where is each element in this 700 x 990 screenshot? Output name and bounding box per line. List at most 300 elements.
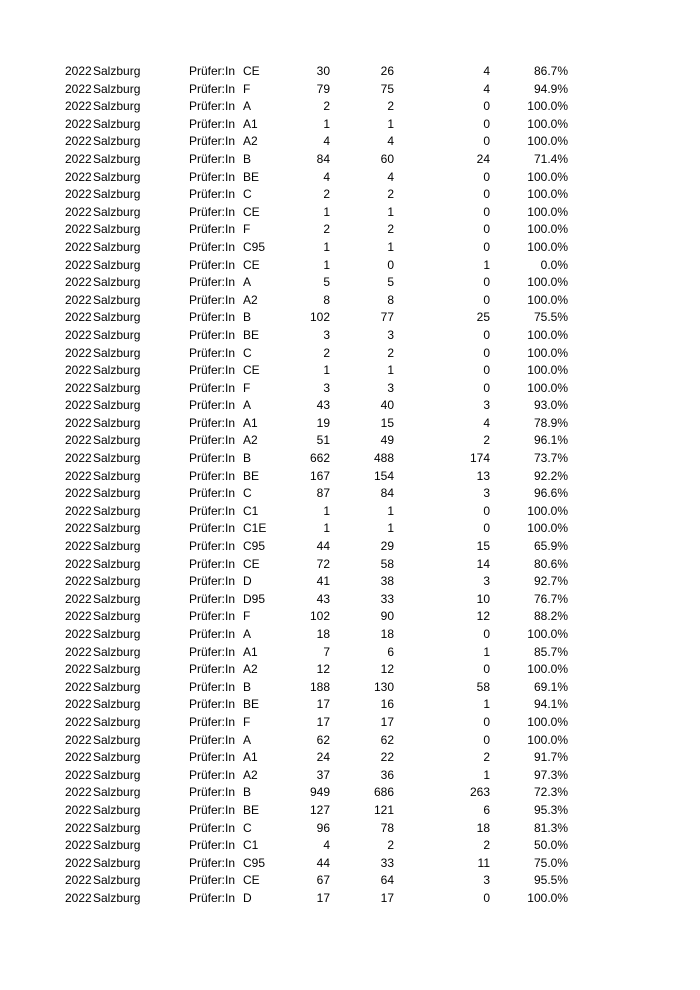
cell-region: Salzburg [93,503,141,518]
table-row [0,186,700,204]
cell-license-class: F [243,81,251,96]
cell-license-class: CE [243,257,260,272]
cell-year: 2022 [65,415,92,430]
cell-year: 2022 [65,820,92,835]
cell-failed: 0 [483,187,490,202]
cell-failed: 1 [483,257,490,272]
cell-passed: 18 [380,627,394,641]
cell-role: Prüfer:In [189,486,236,501]
cell-passed: 0 [387,257,394,272]
cell-year: 2022 [65,644,92,659]
cell-year: 2022 [65,750,92,765]
table-row [0,345,700,363]
cell-failed: 12 [476,609,490,624]
cell-pass-rate: 96.1% [533,433,568,448]
cell-failed: 25 [476,310,490,325]
table-row [0,626,700,644]
cell-failed: 0 [483,169,490,184]
table-row [0,503,700,521]
cell-year: 2022 [65,363,92,378]
cell-failed: 2 [483,433,490,448]
cell-license-class: A2 [243,433,258,448]
cell-total: 30 [316,64,330,78]
cell-failed: 0 [483,99,490,114]
cell-passed: 3 [387,380,394,395]
cell-failed: 4 [483,415,490,430]
cell-role: Prüfer:In [189,838,236,853]
cell-role: Prüfer:In [189,820,236,835]
cell-role: Prüfer:In [189,609,236,624]
cell-role: Prüfer:In [189,345,236,360]
cell-year: 2022 [65,257,92,272]
table-row [0,81,700,99]
cell-license-class: BE [243,468,260,483]
cell-role: Prüfer:In [189,310,236,325]
cell-passed: 49 [380,433,394,448]
cell-year: 2022 [65,116,92,131]
cell-pass-rate: 100.0% [527,890,568,905]
cell-total: 2 [323,99,330,114]
cell-license-class: B [243,785,252,800]
cell-passed: 1 [387,239,394,254]
cell-passed: 75 [380,81,394,96]
cell-total: 4 [323,169,330,184]
cell-license-class: F [243,714,251,729]
cell-passed: 1 [387,204,394,219]
cell-year: 2022 [65,169,92,184]
cell-failed: 4 [483,81,490,96]
cell-pass-rate: 0.0% [540,257,568,272]
cell-total: 96 [316,820,330,835]
cell-role: Prüfer:In [189,327,236,342]
cell-year: 2022 [65,662,92,677]
cell-role: Prüfer:In [189,802,236,817]
cell-passed: 154 [373,468,394,483]
cell-total: 51 [316,433,330,448]
cell-failed: 2 [483,750,490,765]
cell-failed: 0 [483,275,490,290]
cell-role: Prüfer:In [189,627,236,641]
cell-region: Salzburg [93,345,141,360]
table-row [0,116,700,134]
table-row [0,890,700,908]
cell-role: Prüfer:In [189,468,236,483]
cell-license-class: C95 [243,539,266,554]
cell-failed: 11 [477,855,490,870]
cell-region: Salzburg [93,187,141,202]
table-row [0,221,700,239]
cell-failed: 58 [476,679,490,694]
cell-license-class: A2 [243,292,258,307]
cell-role: Prüfer:In [189,556,236,571]
cell-role: Prüfer:In [189,151,236,166]
table-row [0,450,700,468]
cell-region: Salzburg [93,239,141,254]
cell-year: 2022 [65,204,92,219]
cell-region: Salzburg [93,486,141,501]
cell-pass-rate: 100.0% [527,521,568,536]
cell-year: 2022 [65,398,92,413]
cell-region: Salzburg [93,363,141,378]
cell-failed: 0 [483,292,490,307]
cell-role: Prüfer:In [189,873,236,888]
cell-failed: 1 [483,644,490,659]
cell-region: Salzburg [93,433,141,448]
cell-pass-rate: 75.5% [533,310,568,325]
cell-passed: 64 [380,873,394,888]
cell-region: Salzburg [93,222,141,237]
table-row [0,855,700,873]
cell-year: 2022 [65,433,92,448]
cell-role: Prüfer:In [189,64,236,78]
cell-license-class: B [243,310,252,325]
cell-total: 127 [309,802,330,817]
cell-pass-rate: 100.0% [527,187,568,202]
cell-passed: 2 [387,345,394,360]
cell-license-class: BE [243,697,260,712]
cell-role: Prüfer:In [189,574,236,589]
cell-failed: 0 [483,363,490,378]
cell-passed: 121 [373,802,394,817]
cell-passed: 130 [373,679,394,694]
cell-role: Prüfer:In [189,433,236,448]
table-row [0,485,700,503]
cell-passed: 5 [387,275,394,290]
cell-role: Prüfer:In [189,169,236,184]
cell-role: Prüfer:In [189,204,236,219]
table-row [0,820,700,838]
table-row [0,274,700,292]
cell-year: 2022 [65,855,92,870]
table-row [0,415,700,433]
cell-license-class: CE [243,873,260,888]
cell-total: 62 [316,732,330,747]
cell-total: 18 [316,627,330,641]
table-row [0,802,700,820]
cell-region: Salzburg [93,292,141,307]
cell-failed: 0 [483,222,490,237]
cell-license-class: F [243,380,251,395]
cell-failed: 10 [476,591,490,606]
cell-failed: 4 [483,64,490,78]
cell-total: 17 [316,890,330,905]
cell-license-class: D [243,890,252,905]
cell-license-class: B [243,151,252,166]
cell-role: Prüfer:In [189,415,236,430]
cell-failed: 0 [483,662,490,677]
cell-license-class: D95 [243,591,266,606]
cell-license-class: C [243,486,252,501]
cell-year: 2022 [65,310,92,325]
cell-pass-rate: 88.2% [533,609,568,624]
cell-failed: 0 [483,521,490,536]
cell-failed: 0 [483,134,490,149]
cell-pass-rate: 92.7% [533,574,568,589]
cell-failed: 2 [483,838,490,853]
table-row [0,204,700,222]
cell-role: Prüfer:In [189,99,236,114]
cell-year: 2022 [65,714,92,729]
cell-total: 1 [323,204,330,219]
table-row [0,767,700,785]
cell-region: Salzburg [93,451,141,466]
table-row [0,749,700,767]
cell-region: Salzburg [93,539,141,554]
cell-license-class: C95 [243,855,266,870]
cell-license-class: A [243,627,252,641]
cell-total: 2 [323,345,330,360]
cell-region: Salzburg [93,644,141,659]
cell-pass-rate: 85.7% [533,644,568,659]
cell-license-class: A1 [243,644,258,659]
cell-passed: 78 [380,820,394,835]
table-row [0,292,700,310]
cell-failed: 3 [483,486,490,501]
table-row [0,732,700,750]
table-row [0,133,700,151]
cell-passed: 62 [380,732,394,747]
cell-pass-rate: 86.7% [533,64,568,78]
cell-total: 67 [316,873,330,888]
cell-failed: 0 [483,890,490,905]
cell-year: 2022 [65,151,92,166]
cell-pass-rate: 95.5% [533,873,568,888]
cell-passed: 4 [387,134,394,149]
cell-pass-rate: 76.7% [533,591,568,606]
cell-total: 24 [316,750,330,765]
cell-role: Prüfer:In [189,855,236,870]
cell-region: Salzburg [93,151,141,166]
cell-role: Prüfer:In [189,275,236,290]
cell-role: Prüfer:In [189,81,236,96]
cell-pass-rate: 100.0% [527,327,568,342]
cell-total: 17 [316,697,330,712]
cell-failed: 174 [469,451,490,466]
cell-total: 84 [316,151,330,166]
cell-region: Salzburg [93,398,141,413]
table-row [0,468,700,486]
cell-year: 2022 [65,732,92,747]
cell-region: Salzburg [93,855,141,870]
cell-license-class: CE [243,64,260,78]
cell-region: Salzburg [93,873,141,888]
cell-region: Salzburg [93,820,141,835]
cell-license-class: B [243,451,252,466]
cell-passed: 2 [387,222,394,237]
cell-failed: 0 [483,380,490,395]
cell-role: Prüfer:In [189,292,236,307]
cell-total: 1 [323,503,330,518]
cell-region: Salzburg [93,679,141,694]
cell-year: 2022 [65,64,92,78]
cell-license-class: A [243,398,252,413]
cell-passed: 38 [380,574,394,589]
cell-year: 2022 [65,468,92,483]
cell-passed: 26 [380,64,394,78]
cell-license-class: D [243,574,252,589]
cell-passed: 3 [387,327,394,342]
cell-passed: 4 [387,169,394,184]
cell-year: 2022 [65,292,92,307]
cell-year: 2022 [65,890,92,905]
cell-year: 2022 [65,345,92,360]
table-row [0,309,700,327]
cell-year: 2022 [65,239,92,254]
cell-region: Salzburg [93,890,141,905]
cell-year: 2022 [65,451,92,466]
cell-license-class: BE [243,802,260,817]
cell-total: 43 [316,398,330,413]
cell-license-class: F [243,609,251,624]
cell-year: 2022 [65,767,92,782]
cell-pass-rate: 100.0% [527,292,568,307]
cell-role: Prüfer:In [189,644,236,659]
cell-role: Prüfer:In [189,451,236,466]
cell-failed: 0 [483,327,490,342]
cell-year: 2022 [65,802,92,817]
cell-pass-rate: 50.0% [533,838,568,853]
table-row [0,362,700,380]
cell-license-class: A2 [243,662,258,677]
cell-passed: 1 [387,116,394,131]
cell-year: 2022 [65,785,92,800]
table-row [0,608,700,626]
cell-license-class: C95 [243,239,266,254]
cell-failed: 3 [483,873,490,888]
cell-pass-rate: 100.0% [527,662,568,677]
cell-failed: 13 [476,468,490,483]
cell-total: 44 [316,539,330,554]
cell-region: Salzburg [93,785,141,800]
cell-pass-rate: 97.3% [533,767,568,782]
cell-total: 19 [316,415,330,430]
cell-role: Prüfer:In [189,750,236,765]
cell-pass-rate: 100.0% [527,732,568,747]
cell-region: Salzburg [93,714,141,729]
cell-total: 1 [323,239,330,254]
cell-role: Prüfer:In [189,116,236,131]
cell-failed: 3 [483,574,490,589]
table-row [0,784,700,802]
cell-total: 1 [323,257,330,272]
cell-region: Salzburg [93,521,141,536]
cell-total: 2 [323,222,330,237]
cell-pass-rate: 100.0% [527,503,568,518]
cell-failed: 24 [476,151,490,166]
cell-role: Prüfer:In [189,679,236,694]
cell-passed: 1 [387,363,394,378]
cell-license-class: C1 [243,503,259,518]
cell-failed: 263 [469,785,490,800]
cell-passed: 488 [373,451,394,466]
cell-passed: 77 [380,310,394,325]
cell-passed: 60 [380,151,394,166]
cell-region: Salzburg [93,275,141,290]
cell-license-class: C [243,345,252,360]
cell-year: 2022 [65,697,92,712]
table-row [0,98,700,116]
cell-total: 1 [323,363,330,378]
cell-passed: 58 [380,556,394,571]
cell-passed: 2 [387,187,394,202]
table-row [0,714,700,732]
cell-pass-rate: 73.7% [533,451,568,466]
cell-total: 3 [323,380,330,395]
cell-failed: 15 [476,539,490,554]
cell-region: Salzburg [93,257,141,272]
cell-passed: 15 [380,415,394,430]
cell-role: Prüfer:In [189,714,236,729]
cell-role: Prüfer:In [189,134,236,149]
cell-role: Prüfer:In [189,662,236,677]
table-row [0,556,700,574]
cell-pass-rate: 92.2% [533,468,568,483]
cell-pass-rate: 100.0% [527,222,568,237]
cell-license-class: A [243,732,252,747]
cell-passed: 16 [380,697,394,712]
cell-region: Salzburg [93,802,141,817]
table-row [0,872,700,890]
cell-pass-rate: 93.0% [533,398,568,413]
cell-license-class: A2 [243,767,258,782]
cell-pass-rate: 100.0% [527,134,568,149]
cell-license-class: CE [243,204,260,219]
cell-license-class: C [243,820,252,835]
cell-passed: 17 [380,890,394,905]
cell-role: Prüfer:In [189,890,236,905]
cell-year: 2022 [65,521,92,536]
table-row [0,837,700,855]
cell-total: 12 [316,662,330,677]
cell-year: 2022 [65,99,92,114]
cell-pass-rate: 100.0% [527,714,568,729]
cell-failed: 0 [483,239,490,254]
cell-year: 2022 [65,609,92,624]
cell-license-class: CE [243,556,260,571]
cell-license-class: C [243,187,252,202]
cell-role: Prüfer:In [189,697,236,712]
cell-failed: 0 [483,503,490,518]
table-row [0,696,700,714]
cell-year: 2022 [65,679,92,694]
cell-region: Salzburg [93,697,141,712]
cell-passed: 6 [387,644,394,659]
spreadsheet-table [0,63,700,908]
cell-role: Prüfer:In [189,398,236,413]
cell-pass-rate: 69.1% [533,679,568,694]
cell-total: 5 [323,275,330,290]
cell-region: Salzburg [93,169,141,184]
cell-region: Salzburg [93,591,141,606]
table-row [0,239,700,257]
cell-pass-rate: 100.0% [527,275,568,290]
cell-pass-rate: 80.6% [533,556,568,571]
cell-passed: 29 [380,539,394,554]
table-row [0,63,700,81]
cell-pass-rate: 78.9% [533,415,568,430]
cell-pass-rate: 100.0% [527,380,568,395]
cell-total: 17 [316,714,330,729]
cell-pass-rate: 100.0% [527,627,568,641]
cell-pass-rate: 100.0% [527,169,568,184]
cell-passed: 8 [387,292,394,307]
cell-pass-rate: 91.7% [533,750,568,765]
cell-pass-rate: 65.9% [533,539,568,554]
cell-total: 79 [316,81,330,96]
cell-region: Salzburg [93,310,141,325]
cell-region: Salzburg [93,767,141,782]
cell-role: Prüfer:In [189,239,236,254]
